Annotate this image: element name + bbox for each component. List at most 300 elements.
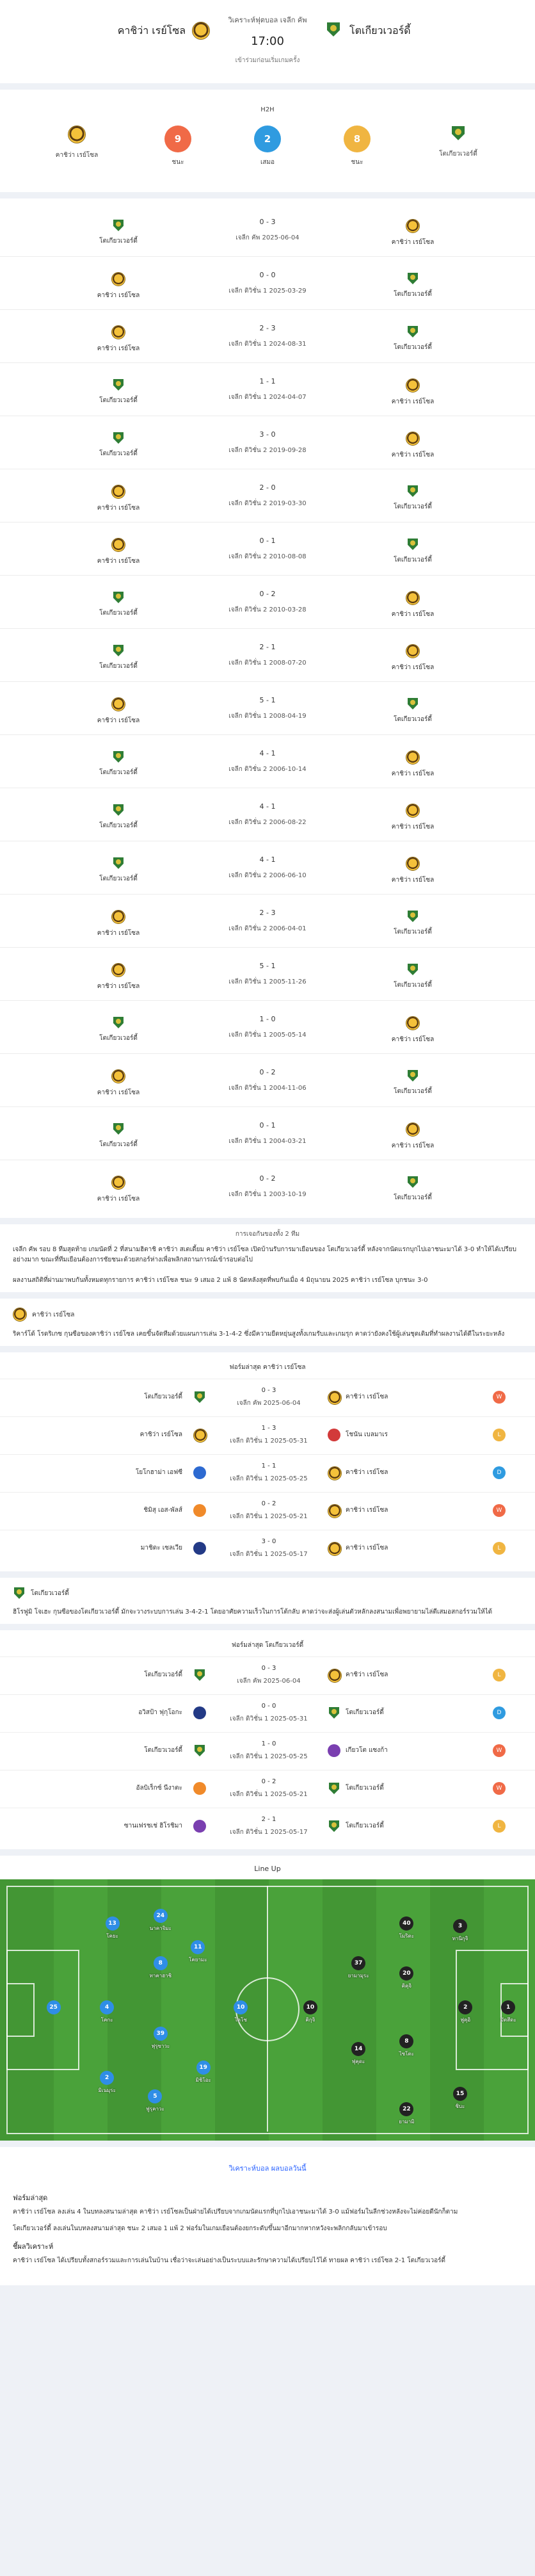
analysis-link[interactable]: วิเคราะห์บอล ผลบอลวันนี้: [228, 2164, 307, 2173]
overview-title: การเจอกันของทั้ง 2 ทีม: [235, 1231, 300, 1238]
team-name: คาชิว่า เรย์โซล: [391, 770, 435, 777]
home-team-title: คาชิว่า เรย์โซล: [32, 1311, 75, 1318]
match-score: 1 - 1: [259, 377, 276, 385]
form-score: 1 - 1: [261, 1462, 276, 1470]
wins-count: 9: [164, 126, 191, 152]
form-row[interactable]: [0, 1379, 535, 1416]
form-home-logo: [193, 1504, 206, 1519]
player-name: คิคุจิ: [401, 1982, 412, 1989]
home-player[interactable]: [221, 2000, 260, 2024]
form-row[interactable]: [0, 1732, 535, 1770]
pitch: [0, 1879, 535, 2141]
h2h-away-team: [384, 378, 442, 407]
home-player[interactable]: [179, 1940, 217, 1964]
team-name: โตเกียวเวอร์ดี้: [394, 344, 432, 351]
h2h-match-row[interactable]: [0, 948, 535, 1001]
team-crest-icon: [193, 1504, 206, 1517]
form-row[interactable]: [0, 1694, 535, 1732]
h2h-match-row[interactable]: [0, 788, 535, 841]
team-name: โตเกียวเวอร์ดี้: [394, 1194, 432, 1201]
verdy-logo-icon: [112, 432, 125, 444]
form-info: เจลีก ดิวิชั่น 1 2025-05-31: [230, 1715, 308, 1722]
away-player[interactable]: [387, 1916, 426, 1940]
overview-section: [0, 1224, 535, 1292]
esan-logo-icon: [111, 697, 125, 711]
team-name: โตเกียวเวอร์ดี้: [99, 663, 138, 670]
player-name: โคกะ: [100, 2016, 113, 2023]
team-crest-icon: [193, 1820, 206, 1833]
team-name: คาชิว่า เรย์โซล: [391, 1142, 435, 1149]
form-row[interactable]: [0, 1770, 535, 1808]
esan-logo-icon: [328, 1669, 342, 1683]
form-row[interactable]: [0, 1808, 535, 1845]
form-away-logo: [328, 1504, 342, 1520]
form-away-team: คาชิว่า เรย์โซล: [346, 1507, 388, 1514]
result-badge: W: [493, 1782, 506, 1795]
player-name: ฟุคุดะ: [351, 2059, 365, 2065]
player-number: 37: [351, 1956, 365, 1970]
form-away-team: เกียวโต แซงก้า: [346, 1747, 388, 1754]
form-away-logo: [328, 1782, 340, 1797]
h2h-match-row[interactable]: [0, 1054, 535, 1107]
h2h-home-team: [90, 1176, 147, 1204]
team-name: คาชิว่า เรย์โซล: [97, 558, 140, 565]
player-number: 2: [458, 2000, 472, 2014]
esan-logo-icon: [328, 1542, 342, 1556]
esan-logo-icon: [406, 1122, 420, 1137]
result-badge: W: [493, 1391, 506, 1404]
away-player[interactable]: [441, 1919, 479, 1943]
form-score: 0 - 0: [261, 1703, 276, 1710]
home-player[interactable]: [88, 2071, 126, 2094]
h2h-away-team: [384, 219, 442, 247]
player-name: ทานิกุจิ: [452, 1936, 468, 1942]
match-score: 4 - 1: [259, 855, 276, 864]
verdy-logo-icon: [112, 750, 125, 763]
form-home-team: อัลบิเร็กซ์ นีงาตะ: [136, 1785, 182, 1792]
h2h-away-team: [384, 1069, 442, 1096]
away-player[interactable]: [489, 2000, 527, 2024]
esan-logo-icon: [406, 591, 420, 605]
home-six-yard-box: [6, 1983, 35, 2037]
player-number: 39: [154, 2027, 168, 2041]
lineup-section: [0, 1856, 535, 2141]
team-name: คาชิว่า เรย์โซล: [391, 611, 435, 618]
esan-logo-icon: [328, 1391, 342, 1405]
form-away-team: โตเกียวเวอร์ดี้: [346, 1709, 384, 1716]
esan-logo-icon: [406, 857, 420, 871]
verdy-logo-icon: [406, 325, 419, 338]
draws-label: เสมอ: [260, 159, 275, 166]
player-name: โคยะ: [106, 1933, 118, 1940]
match-info: เจลีก ดิวิชั่น 2 2006-10-14: [228, 766, 307, 773]
form-home-team: มาชิดะ เซลเวีย: [140, 1544, 182, 1551]
form-home-team: โตเกียวเวอร์ดี้: [144, 1747, 182, 1754]
team-name: คาชิว่า เรย์โซล: [97, 717, 140, 724]
home-team-header: [0, 1299, 535, 1325]
form-away-logo: [328, 1542, 342, 1558]
losses-label: ชนะ: [351, 159, 363, 166]
form-away-logo: [328, 1706, 340, 1721]
match-info: เจลีก ดิวิชั่น 2 2019-03-30: [228, 500, 307, 507]
home-player[interactable]: [93, 1916, 132, 1940]
team-name: โตเกียวเวอร์ดี้: [99, 875, 138, 882]
form-away-team: คาชิว่า เรย์โซล: [346, 1393, 388, 1400]
analysis-paragraph-2: โตเกียวเวอร์ดี้ ลงเล่นในบทลงสนามล่าสุด ชนะ 2 เสมอ 1 แพ้ 2 ฟอร์มในเกมเยือนต้องยกระดับขึ้นมาอีกมากหากหวังจะพลิกกลับมาเข้ารอบ: [13, 2225, 387, 2232]
home-team-text: ริคาร์โด้ โรดริเกซ กุนซือของคาชิว่า เรย์โซล เคยขึ้นจัดทีมด้วยแผนการเล่น 3-1-4-2 ซึ่งมีความยืดหยุ่นสูงทั้งเกมรับและเกมรุก คาดว่ายังคงใช้ผู้เล่นชุดเดิมที่ทำผลงานได้ดีในระยะหลัง: [13, 1331, 505, 1338]
competition-label: วิเคราะห์ฟุตบอล เจลีก คัพ: [228, 16, 307, 24]
h2h-home-team: [90, 1069, 147, 1098]
player-name: มัตสึดะ: [500, 2016, 516, 2023]
form-away-team: โตเกียวเวอร์ดี้: [346, 1785, 384, 1792]
form-away-logo: [328, 1429, 340, 1443]
esan-logo-icon: [193, 1429, 207, 1443]
verdy-logo-icon: [406, 963, 419, 976]
team-crest-icon: [328, 1429, 340, 1441]
team-name: คาชิว่า เรย์โซล: [391, 877, 435, 884]
away-team-title: โตเกียวเวอร์ดี้: [31, 1589, 69, 1597]
h2h-away-team: [384, 538, 442, 565]
result-badge: L: [493, 1669, 506, 1681]
verdy-logo-icon: [193, 1669, 206, 1681]
home-player[interactable]: [141, 1956, 180, 1980]
form-away-logo: [328, 1391, 342, 1407]
h2h-title: H2H: [260, 106, 275, 113]
analysis-heading-form: ฟอร์มล่าสุด: [13, 2194, 48, 2202]
player-number: 10: [303, 2000, 317, 2014]
player-name: ไซโตะ: [399, 2050, 414, 2057]
player-number: 2: [100, 2071, 114, 2085]
match-info: เจลีก ดิวิชั่น 1 2008-07-20: [228, 660, 307, 667]
player-number: 10: [234, 2000, 248, 2014]
h2h-away-name: โตเกียวเวอร์ดี้: [439, 150, 477, 158]
team-crest-icon: [193, 1466, 206, 1479]
form-away-logo: [328, 1466, 342, 1482]
h2h-away-team: [384, 591, 442, 619]
esan-logo-icon: [328, 1504, 342, 1518]
match-score: 0 - 2: [259, 1174, 276, 1183]
home-form-table: [0, 1352, 535, 1571]
h2h-match-row[interactable]: [0, 735, 535, 788]
h2h-match-row[interactable]: [0, 895, 535, 948]
h2h-match-row[interactable]: [0, 363, 535, 416]
verdy-logo-icon: [406, 272, 419, 285]
form-row[interactable]: [0, 1416, 535, 1454]
form-home-team: ชิมิสุ เอส-พัลส์: [143, 1507, 182, 1514]
form-home-team: โตเกียวเวอร์ดี้: [144, 1671, 182, 1678]
team-name: โตเกียวเวอร์ดี้: [394, 1088, 432, 1095]
match-status: เข้าร่วมก่อนเริ่มเกมครั้ง: [235, 57, 300, 64]
team-name: คาชิว่า เรย์โซล: [391, 451, 435, 458]
form-row[interactable]: [0, 1454, 535, 1492]
h2h-away-team: [384, 750, 442, 779]
form-away-team: โชนัน เบลมาเร: [346, 1431, 388, 1438]
form-home-team: โยโกฮาม่า เอฟซี: [135, 1469, 182, 1476]
away-player[interactable]: [387, 2034, 426, 2058]
player-number: 8: [399, 2034, 413, 2048]
form-info: เจลีก ดิวิชั่น 1 2025-05-25: [230, 1753, 308, 1760]
match-score: 2 - 0: [259, 483, 276, 492]
h2h-away-team: [384, 644, 442, 672]
h2h-match-row[interactable]: [0, 1160, 535, 1213]
h2h-match-row[interactable]: [0, 1001, 535, 1054]
player-number: 19: [196, 2061, 211, 2075]
h2h-home-team: [90, 1016, 147, 1043]
result-badge: L: [493, 1820, 506, 1833]
match-info: เจลีก ดิวิชั่น 2 2006-06-10: [228, 872, 307, 879]
team-name: คาชิว่า เรย์โซล: [97, 930, 140, 937]
player-name: ยามามิ: [399, 2119, 415, 2125]
form-score: 1 - 0: [261, 1740, 276, 1747]
h2h-home-team: [90, 697, 147, 725]
away-team-text: ฮิโรฟูมิ โจเฮะ กุนซือของโตเกียวเวอร์ดี้ มักจะวางระบบการเล่น 3-4-2-1 โดยอาศัยความเร็วในการโต้กลับ คาดว่าจะส่งผู้เล่นตัวหลักลงสนามเพื่อพยายามไล่ตีเสมอสกอร์รวมให้ได้: [13, 1608, 493, 1616]
team-name: โตเกียวเวอร์ดี้: [99, 1141, 138, 1148]
verdy-logo-icon: [406, 697, 419, 710]
player-name: โคโซ: [234, 2016, 247, 2023]
form-score: 0 - 2: [261, 1500, 276, 1507]
team-name: โตเกียวเวอร์ดี้: [394, 556, 432, 563]
match-score: 1 - 0: [259, 1015, 276, 1023]
h2h-match-row[interactable]: [0, 682, 535, 735]
match-info: เจลีก ดิวิชั่น 2 2010-03-28: [228, 606, 307, 613]
match-score: 0 - 2: [259, 590, 276, 598]
h2h-away-team: [384, 432, 442, 460]
verdy-logo-icon: [406, 1069, 419, 1082]
match-score: 2 - 3: [259, 909, 276, 917]
h2h-away-team: [384, 963, 442, 990]
team-crest-icon: [193, 1542, 206, 1555]
form-score: 3 - 0: [261, 1538, 276, 1545]
home-player[interactable]: [136, 2089, 174, 2113]
h2h-home-team: [90, 485, 147, 513]
form-away-team: คาชิว่า เรย์โซล: [346, 1544, 388, 1551]
form-home-logo: [193, 1429, 207, 1445]
match-info: เจลีก ดิวิชั่น 1 2005-05-14: [228, 1032, 307, 1039]
away-player[interactable]: [441, 2087, 479, 2110]
esan-logo-icon: [13, 1308, 27, 1322]
esan-logo-icon: [111, 538, 125, 552]
form-home-team: ซานเฟรชเช่ ฮิโรชิมา: [124, 1822, 182, 1829]
h2h-home-team: [90, 750, 147, 777]
form-info: เจลีก ดิวิชั่น 1 2025-05-21: [230, 1513, 308, 1520]
h2h-summary: [0, 90, 535, 192]
verdy-logo-icon: [13, 1587, 26, 1600]
team-name: โตเกียวเวอร์ดี้: [394, 291, 432, 298]
match-score: 2 - 1: [259, 643, 276, 651]
verdy-logo-icon: [112, 219, 125, 232]
home-player[interactable]: [35, 2000, 73, 2016]
form-row[interactable]: [0, 1492, 535, 1530]
form-score: 0 - 3: [261, 1665, 276, 1672]
form-home-logo: [193, 1542, 206, 1557]
form-away-team: โตเกียวเวอร์ดี้: [346, 1822, 384, 1829]
match-info: เจลีก ดิวิชั่น 1 2005-11-26: [228, 978, 307, 985]
team-name: โตเกียวเวอร์ดี้: [99, 450, 138, 457]
player-number: 3: [453, 1919, 467, 1933]
verdy-logo-icon: [328, 1706, 340, 1719]
player-name: ทาคาฮาชิ: [149, 1972, 172, 1979]
away-player[interactable]: [387, 2102, 426, 2126]
verdy-logo-icon: [450, 126, 467, 142]
match-score: 0 - 1: [259, 537, 276, 545]
esan-logo-icon: [192, 22, 210, 40]
form-home-team: โตเกียวเวอร์ดี้: [144, 1393, 182, 1400]
form-score: 2 - 1: [261, 1816, 276, 1823]
form-home-team: คาชิว่า เรย์โซล: [140, 1431, 182, 1438]
team-name: โตเกียวเวอร์ดี้: [394, 928, 432, 936]
h2h-match-row[interactable]: [0, 257, 535, 310]
player-name: ยามามุระ: [347, 1972, 369, 1979]
match-score: 0 - 1: [259, 1121, 276, 1130]
lineup-title: Line Up: [254, 1865, 281, 1873]
h2h-match-row[interactable]: [0, 629, 535, 682]
form-away-team: คาชิว่า เรย์โซล: [346, 1469, 388, 1476]
away-player[interactable]: [291, 2000, 330, 2024]
result-badge: D: [493, 1706, 506, 1719]
esan-logo-icon: [406, 219, 420, 233]
esan-logo-icon: [111, 325, 125, 339]
h2h-away-team: [384, 1016, 442, 1044]
verdy-logo-icon: [112, 804, 125, 816]
team-crest-icon: [193, 1782, 206, 1795]
player-number: 1: [501, 2000, 515, 2014]
form-info: เจลีก ดิวิชั่น 1 2025-05-31: [230, 1438, 308, 1445]
form-score: 1 - 3: [261, 1425, 276, 1432]
match-info: เจลีก ดิวิชั่น 1 2004-03-21: [228, 1138, 307, 1145]
match-info: เจลีก ดิวิชั่น 1 2003-10-19: [228, 1191, 307, 1198]
analysis-section: [0, 2147, 535, 2285]
team-name: คาชิว่า เรย์โซล: [97, 345, 140, 352]
form-info: เจลีก คัพ 2025-06-04: [237, 1678, 301, 1685]
team-name: โตเกียวเวอร์ดี้: [394, 716, 432, 723]
home-player[interactable]: [141, 2027, 180, 2050]
h2h-match-row[interactable]: [0, 841, 535, 895]
h2h-match-row[interactable]: [0, 1107, 535, 1160]
h2h-home-team: [90, 963, 147, 991]
player-name: นาคาจิมะ: [149, 1925, 172, 1932]
home-form-title: ฟอร์มล่าสุด คาชิว่า เรย์โซล: [229, 1364, 306, 1371]
match-score: 0 - 2: [259, 1068, 276, 1076]
esan-logo-icon: [406, 432, 420, 446]
h2h-match-row[interactable]: [0, 576, 535, 629]
team-name: โตเกียวเวอร์ดี้: [99, 610, 138, 617]
h2h-losses: [319, 126, 395, 167]
form-away-logo: [328, 1669, 342, 1685]
away-player[interactable]: [339, 2042, 378, 2066]
team-name: คาชิว่า เรย์โซล: [97, 505, 140, 512]
draws-count: 2: [254, 126, 281, 152]
h2h-away: [420, 126, 497, 159]
esan-logo-icon: [406, 804, 420, 818]
esan-logo-icon: [68, 126, 86, 143]
verdy-logo-icon: [406, 485, 419, 498]
esan-logo-icon: [328, 1466, 342, 1480]
overview-paragraph-2: ผลงานสถิติที่ผ่านมาพบกันทั้งหมดทุกรายการ คาชิว่า เรย์โซล ชนะ 9 เสมอ 2 แพ้ 8 นัดหลังสุดที่พบกันเมื่อ 4 มิถุนายน 2025 คาชิว่า เรย์โซล บุกชนะ 3-0: [13, 1277, 428, 1284]
match-info: เจลีก ดิวิชั่น 1 2024-08-31: [228, 341, 307, 348]
player-number: 13: [106, 1916, 120, 1931]
form-home-logo: [193, 1706, 206, 1721]
team-name: คาชิว่า เรย์โซล: [391, 239, 435, 246]
h2h-away-team: [384, 1122, 442, 1151]
h2h-away-team: [384, 697, 442, 724]
h2h-away-team: [384, 910, 442, 937]
form-row[interactable]: [0, 1657, 535, 1694]
verdy-logo-icon: [406, 538, 419, 551]
h2h-match-row[interactable]: [0, 204, 535, 257]
away-player[interactable]: [446, 2000, 484, 2024]
match-info: เจลีก ดิวิชั่น 2 2006-08-22: [228, 819, 307, 826]
team-crest-icon: [328, 1744, 340, 1757]
home-player[interactable]: [88, 2000, 126, 2024]
away-player[interactable]: [339, 1956, 378, 1980]
form-info: เจลีก ดิวิชั่น 1 2025-05-17: [230, 1829, 308, 1836]
match-info: เจลีก ดิวิชั่น 2 2010-08-08: [228, 553, 307, 560]
h2h-match-row[interactable]: [0, 469, 535, 522]
team-crest-icon: [193, 1706, 206, 1719]
esan-logo-icon: [406, 644, 420, 658]
esan-logo-icon: [406, 750, 420, 765]
verdy-logo-icon: [328, 1782, 340, 1795]
player-number: 15: [453, 2087, 467, 2101]
h2h-match-row[interactable]: [0, 310, 535, 363]
player-name: คิกุจิ: [305, 2016, 315, 2023]
team-name: โตเกียวเวอร์ดี้: [394, 982, 432, 989]
match-info: เจลีก ดิวิชั่น 1 2025-03-29: [228, 288, 307, 295]
player-number: 24: [154, 1909, 168, 1923]
home-team-name[interactable]: คาชิว่า เรย์โซล: [117, 24, 186, 36]
verdy-logo-icon: [193, 1744, 206, 1757]
home-player[interactable]: [141, 1909, 180, 1932]
player-number: 5: [148, 2089, 162, 2103]
team-name: โตเกียวเวอร์ดี้: [394, 503, 432, 510]
wins-label: ชนะ: [172, 159, 184, 166]
esan-logo-icon: [111, 1176, 125, 1190]
away-team-name[interactable]: โตเกียวเวอร์ดี้: [349, 24, 411, 36]
esan-logo-icon: [111, 272, 125, 286]
form-info: เจลีก คัพ 2025-06-04: [237, 1400, 301, 1407]
away-team-logo: [325, 22, 342, 40]
h2h-match-row[interactable]: [0, 416, 535, 469]
form-row[interactable]: [0, 1530, 535, 1567]
team-name: โตเกียวเวอร์ดี้: [99, 238, 138, 245]
home-team-block: [0, 1299, 535, 1346]
h2h-away-team: [384, 1176, 442, 1203]
kickoff-time: 17:00: [251, 35, 284, 48]
h2h-home-team: [90, 857, 147, 884]
match-info: เจลีก ดิวิชั่น 1 2004-11-06: [228, 1085, 307, 1092]
away-team-header: [0, 1578, 535, 1603]
h2h-home-team: [90, 538, 147, 566]
result-badge: L: [493, 1542, 506, 1555]
away-player[interactable]: [387, 1966, 426, 1990]
team-name: โตเกียวเวอร์ดี้: [99, 397, 138, 404]
team-name: คาชิว่า เรย์โซล: [391, 398, 435, 405]
h2h-home-team: [90, 591, 147, 618]
team-name: คาชิว่า เรย์โซล: [97, 1195, 140, 1203]
analysis-heading-prediction: ชี้ผลวิเคราะห์: [13, 2242, 54, 2251]
home-player[interactable]: [184, 2061, 223, 2084]
match-info: เจลีก ดิวิชั่น 1 2008-04-19: [228, 713, 307, 720]
h2h-home-team: [90, 219, 147, 246]
away-team-block: [0, 1578, 535, 1624]
form-home-logo: [193, 1744, 206, 1759]
analysis-paragraph-3: คาชิว่า เรย์โซล ได้เปรียบทั้งสกอร์รวมและการเล่นในบ้าน เชื่อว่าจะเล่นอย่างเป็นระบบและรักษาความได้เปรียบไว้ได้ ทายผล คาชิว่า เรย์โซล 2-1 โตเกียวเวอร์ดี้: [13, 2257, 445, 2264]
verdy-logo-icon: [112, 1122, 125, 1135]
losses-count: 8: [344, 126, 371, 152]
h2h-match-row[interactable]: [0, 522, 535, 576]
verdy-logo-icon: [112, 591, 125, 604]
h2h-home-team: [90, 272, 147, 300]
